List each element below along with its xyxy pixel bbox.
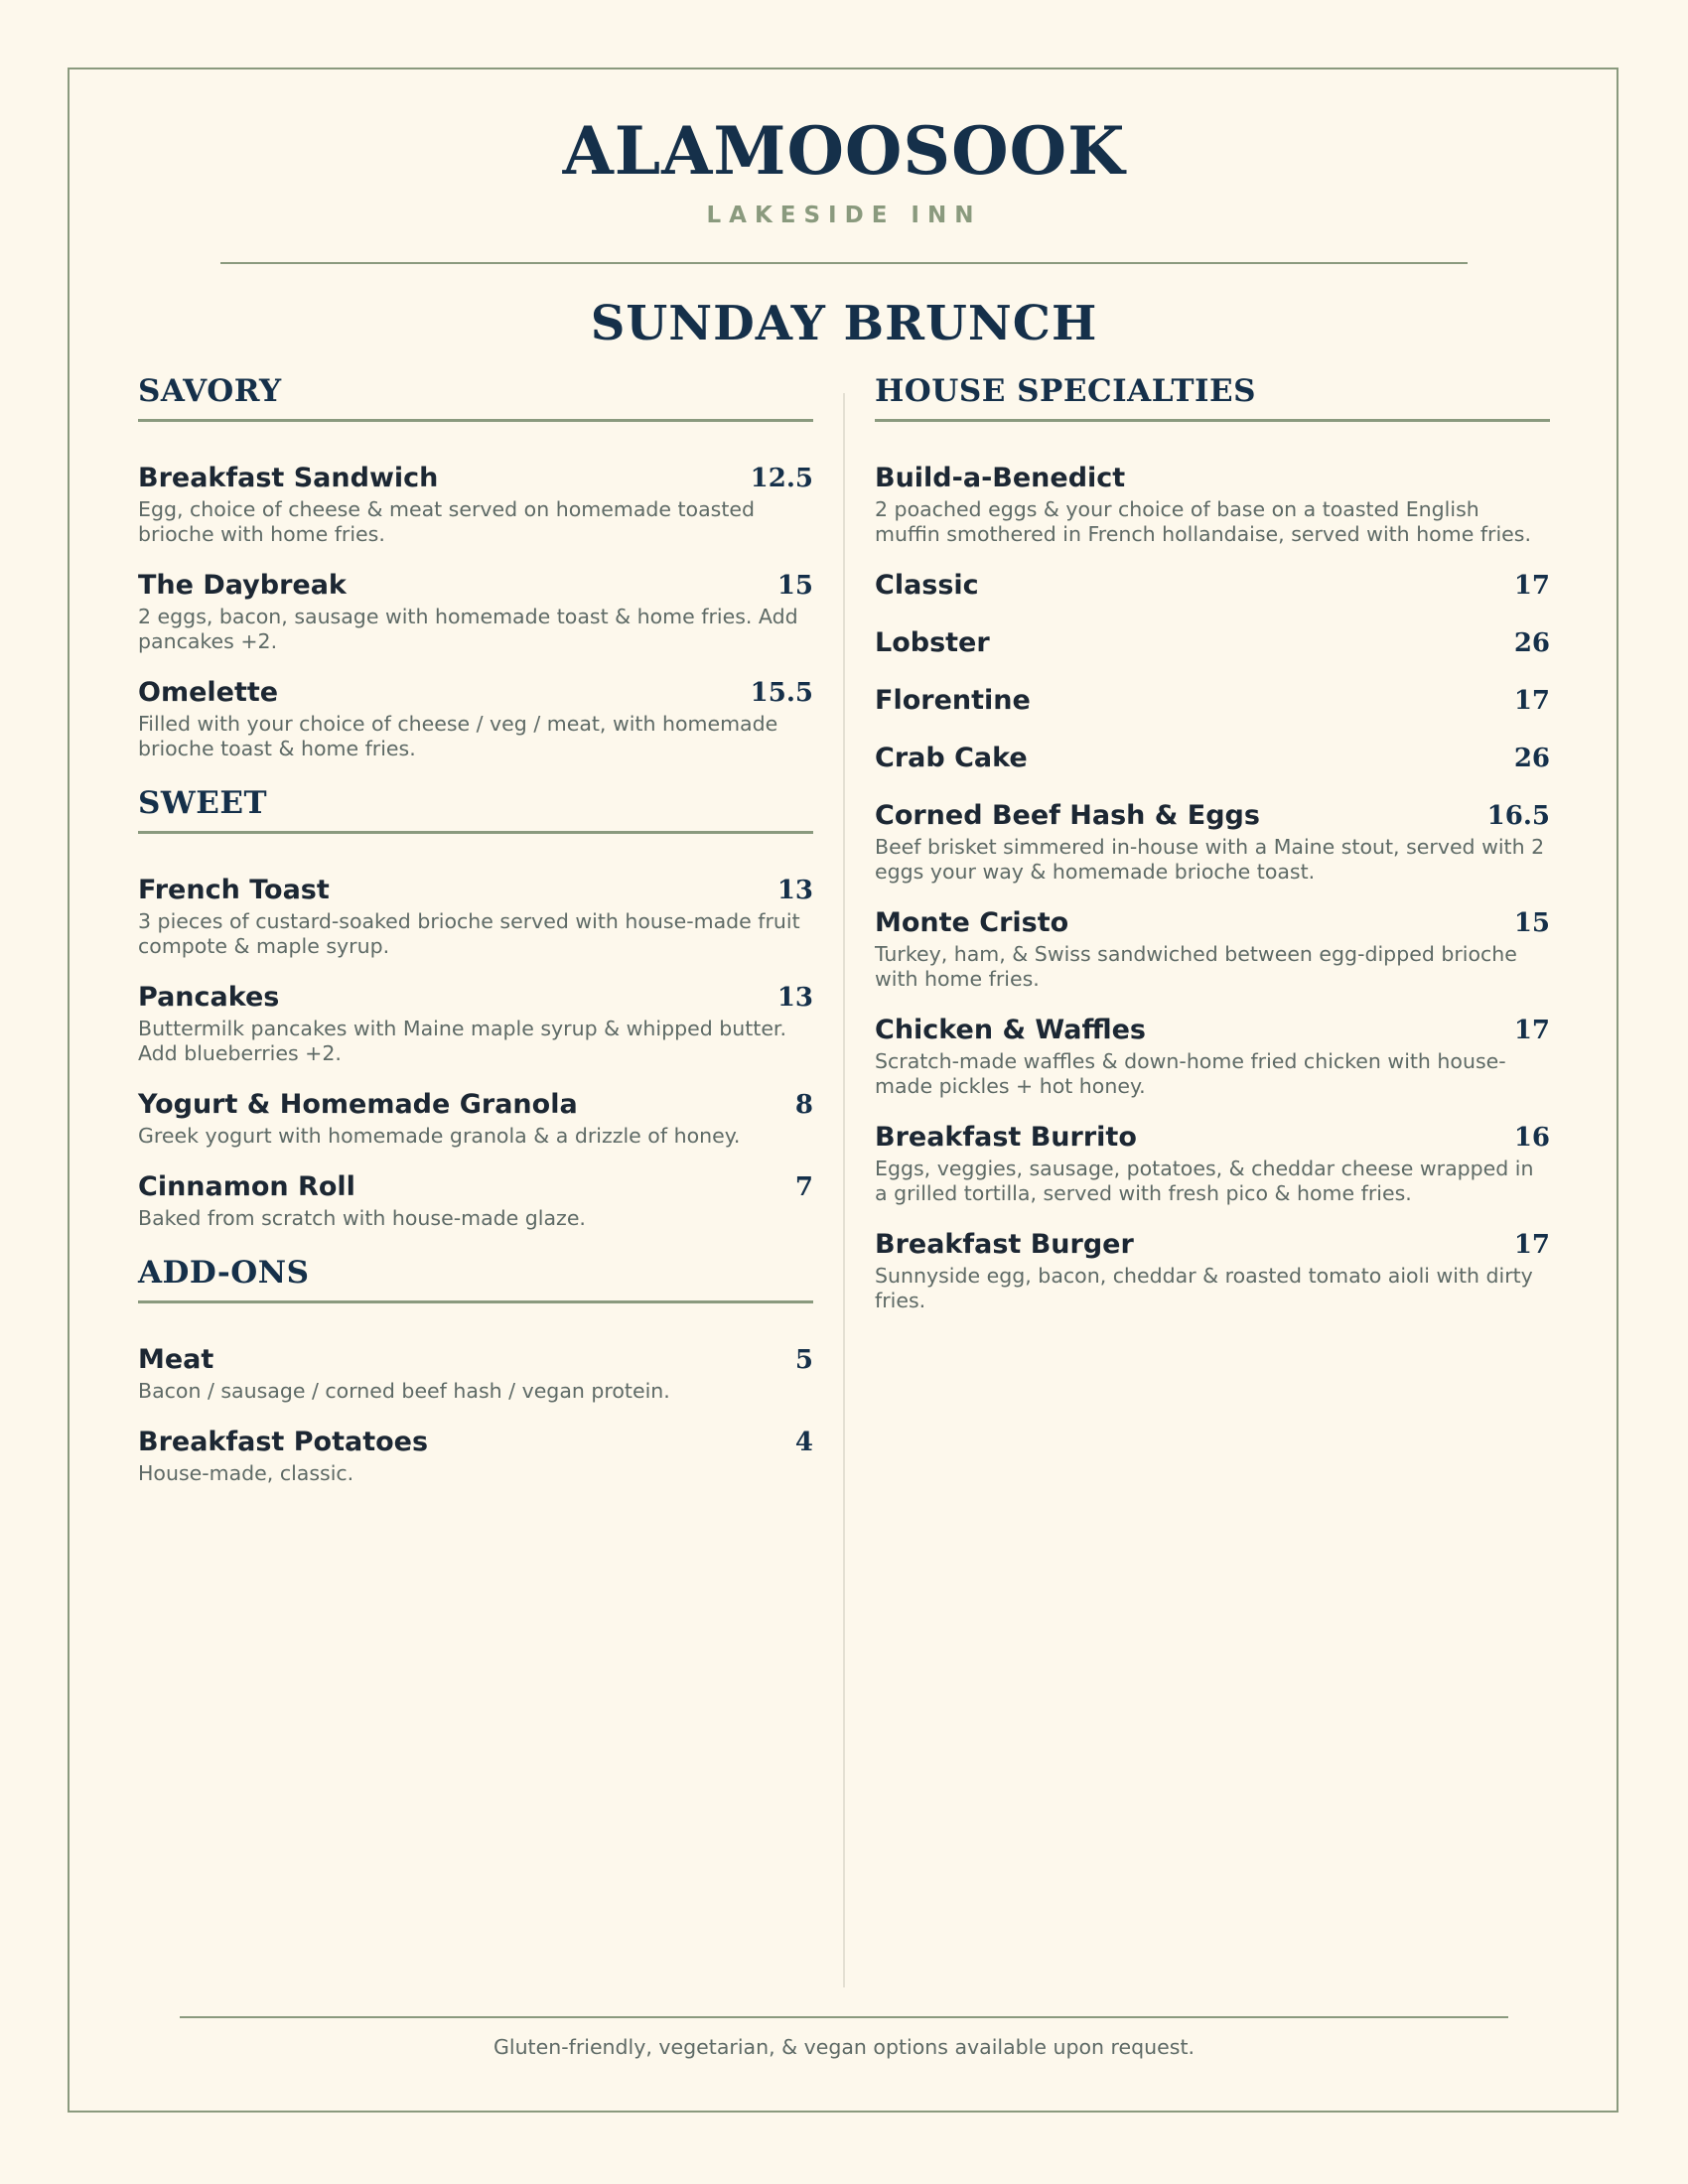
section-add-ons	[138, 1253, 813, 1486]
item-name: Breakfast Potatoes	[138, 1427, 429, 1457]
item-price: 15	[1513, 908, 1550, 938]
header-divider	[220, 262, 1468, 264]
menu-item	[138, 874, 813, 959]
menu-title: SUNDAY BRUNCH	[590, 296, 1098, 351]
menu-item	[138, 981, 813, 1066]
item-name: Cinnamon Roll	[138, 1171, 355, 1202]
menu-item	[875, 1014, 1550, 1099]
item-name: The Daybreak	[138, 570, 347, 601]
menu-item	[138, 1088, 813, 1149]
item-name: French Toast	[138, 875, 330, 905]
benedict-item	[875, 462, 1550, 547]
item-description: 2 poached eggs & your choice of base on a toasted English muffin smothered in French hollandaise, served with home fries.	[875, 497, 1531, 546]
menu-item	[138, 462, 813, 547]
item-price: 17	[1513, 571, 1550, 601]
item-name: Florentine	[875, 685, 1031, 716]
item-name: Classic	[875, 570, 979, 601]
item-description: Buttermilk pancakes with Maine maple syrup & whipped butter. Add blueberries +2.	[138, 1017, 786, 1065]
benedict-option	[875, 626, 1550, 660]
item-price: 16	[1513, 1123, 1550, 1153]
item-name: Crab Cake	[875, 743, 1028, 773]
item-name: Breakfast Sandwich	[138, 463, 439, 493]
menu-item	[138, 569, 813, 654]
footer-note: Gluten-friendly, vegetarian, & vegan options available upon request.	[492, 2035, 1195, 2059]
footer-divider	[180, 2016, 1508, 2018]
restaurant-name: ALAMOOSOOK	[562, 112, 1126, 190]
menu-item	[875, 799, 1550, 885]
item-price: 17	[1513, 686, 1550, 716]
menu-item	[875, 1228, 1550, 1313]
section-title: HOUSE SPECIALTIES	[875, 371, 1550, 422]
item-price: 26	[1513, 628, 1550, 658]
column-divider	[843, 393, 845, 1987]
section-title: ADD-ONS	[138, 1253, 813, 1303]
item-name: Breakfast Burger	[875, 1229, 1134, 1260]
item-description: Turkey, ham, & Swiss sandwiched between egg-dipped brioche with home fries.	[875, 942, 1517, 991]
item-price: 16.5	[1486, 801, 1550, 831]
item-name: Meat	[138, 1344, 214, 1375]
menu-item	[138, 1343, 813, 1404]
item-name: Breakfast Burrito	[875, 1122, 1137, 1153]
item-price: 15.5	[750, 678, 813, 708]
menu-item	[138, 1170, 813, 1231]
left-column	[138, 371, 813, 1508]
item-price: 17	[1513, 1230, 1550, 1260]
item-name: Lobster	[875, 627, 990, 658]
item-name: Build-a-Benedict	[875, 463, 1126, 493]
restaurant-subtitle: LAKESIDE INN	[706, 203, 982, 228]
item-description: Baked from scratch with house-made glaze.	[138, 1206, 586, 1230]
item-price: 13	[776, 983, 813, 1013]
item-description: Filled with your choice of cheese / veg / meat, with homemade brioche toast & home fries.	[138, 712, 778, 760]
item-price: 5	[794, 1345, 813, 1375]
menu-item	[138, 676, 813, 761]
item-price: 17	[1513, 1016, 1550, 1045]
item-description: 3 pieces of custard-soaked brioche served with house-made fruit compote & maple syrup.	[138, 909, 800, 958]
item-name: Omelette	[138, 677, 279, 708]
item-description: Eggs, veggies, sausage, potatoes, & cheddar cheese wrapped in a grilled tortilla, served with fresh pico & home fries.	[875, 1157, 1534, 1205]
section-title: SWEET	[138, 783, 813, 834]
section-title: SAVORY	[138, 371, 813, 422]
item-description: Sunnyside egg, bacon, cheddar & roasted tomato aioli with dirty fries.	[875, 1264, 1533, 1312]
item-price: 13	[776, 876, 813, 905]
section-savory	[138, 371, 813, 761]
item-price: 7	[794, 1172, 813, 1202]
benedict-option	[875, 684, 1550, 718]
section-house-specialties	[875, 371, 1550, 1313]
benedict-option	[875, 569, 1550, 603]
item-price: 15	[776, 571, 813, 601]
item-price: 4	[794, 1428, 813, 1457]
menu-item	[138, 1426, 813, 1486]
item-name: Pancakes	[138, 982, 280, 1013]
item-description: Beef brisket simmered in-house with a Maine stout, served with 2 eggs your way & homemade brioche toast.	[875, 835, 1545, 884]
benedict-option	[875, 742, 1550, 775]
item-description: 2 eggs, bacon, sausage with homemade toast & home fries. Add pancakes +2.	[138, 605, 798, 653]
item-description: Bacon / sausage / corned beef hash / vegan protein.	[138, 1379, 670, 1403]
menu-item	[875, 1121, 1550, 1206]
item-price: 26	[1513, 744, 1550, 773]
item-price: 8	[794, 1090, 813, 1120]
item-description: Greek yogurt with homemade granola & a drizzle of honey.	[138, 1124, 741, 1148]
item-name: Corned Beef Hash & Eggs	[875, 800, 1260, 831]
section-sweet	[138, 783, 813, 1231]
item-description: Egg, choice of cheese & meat served on homemade toasted brioche with home fries.	[138, 497, 756, 546]
item-name: Monte Cristo	[875, 907, 1069, 938]
item-name: Yogurt & Homemade Granola	[138, 1089, 578, 1120]
item-description: Scratch-made waffles & down-home fried chicken with house-made pickles + hot honey.	[875, 1049, 1506, 1098]
item-price: 12.5	[750, 464, 813, 493]
item-name: Chicken & Waffles	[875, 1015, 1146, 1045]
item-description: House-made, classic.	[138, 1461, 354, 1485]
right-column	[875, 371, 1550, 1335]
menu-item	[875, 906, 1550, 992]
